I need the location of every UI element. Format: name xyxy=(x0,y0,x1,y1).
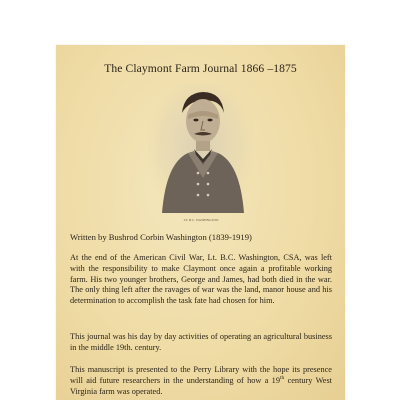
paragraph-journal-purpose: This journal was his day by day activities of operating an agricultural business in the middle 19th. century. xyxy=(70,332,332,352)
paragraph-presentation xyxy=(70,365,332,397)
portrait-engraving xyxy=(148,83,254,225)
page-title: The Claymont Farm Journal 1866 –1875 xyxy=(104,62,297,75)
author-byline: Written by Bushrod Corbin Washington (1839-1919) xyxy=(70,232,252,242)
ordinal-suffix: th xyxy=(279,375,285,382)
paragraph-history: At the end of the American Civil War, Lt. B.C. Washington, CSA, was left with the responsibility to make Claymont once again a profitable working farm. His two younger brothers, George and James, had both died in the war. The only thing left after the ravages of war was the land, manor house and his determination to accomplish the task fate had chosen for him. xyxy=(70,253,332,306)
journal-page xyxy=(56,45,345,400)
paragraph-presentation-end: century West Virginia farm was operated. xyxy=(70,375,332,396)
portrait-caption: LT. B.C. WASHINGTON xyxy=(183,218,219,222)
paragraph-presentation-start: This manuscript is presented to the Perry Library with the hope its presence will aid future researchers in the understanding of how a 19 xyxy=(70,365,332,385)
